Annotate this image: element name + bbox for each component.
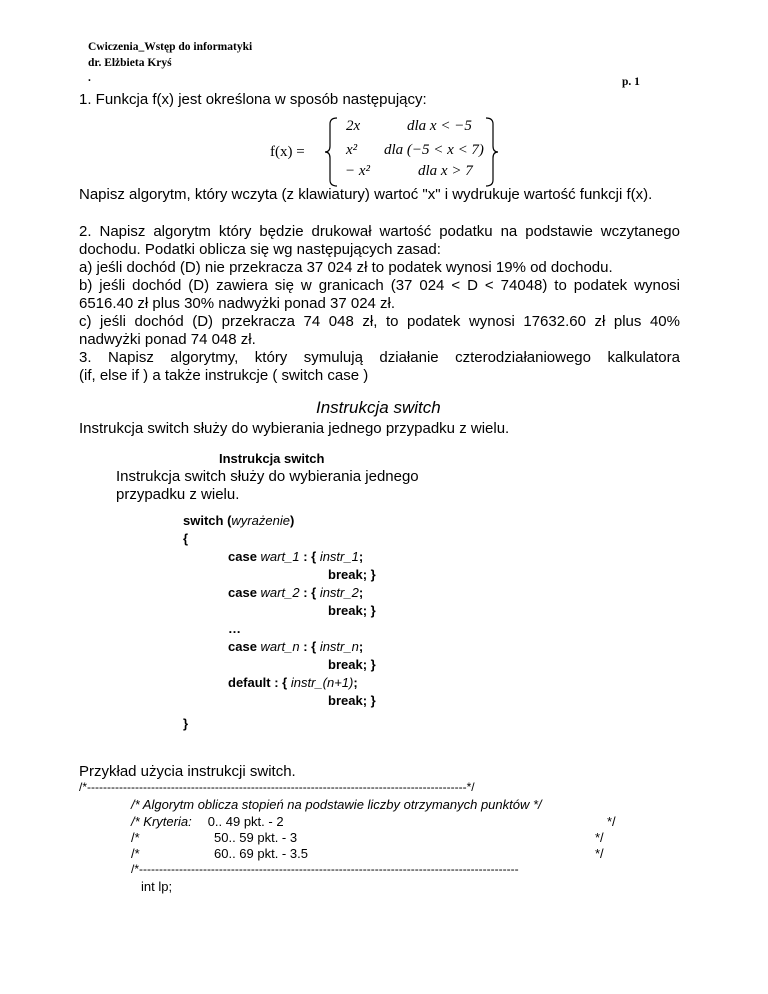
default-semicolon: ; [353,675,358,690]
example-comment-4-text: 60.. 69 pkt. - 3.5 [214,846,308,861]
formula-row-2-cond: dla (−5 < x < 7) [384,142,484,158]
syntax-ellipsis: … [228,621,241,636]
box-description-1: Instrukcja switch służy do wybierania jednego [116,468,419,485]
case-1-semicolon: ; [358,549,364,564]
task2-line-1: 2. Napisz algorytm który będzie drukował wartość podatku na podstawie wczytanego [79,223,680,240]
example-comment-4-end: */ [595,846,604,861]
case-keyword: case [228,639,257,654]
example-rule-bottom: /*----------------------------------------------------------------------------------------------- [131,862,519,876]
section-title: Instrukcja switch [316,398,441,417]
example-comment-3-prefix: /* [131,830,140,845]
box-description-2: przypadku z wielu. [116,486,240,503]
syntax-break-n: break; } [328,657,376,672]
case-keyword: case [228,585,257,600]
syntax-switch-line [183,512,294,530]
author-name: dr. Elżbieta Kryś [88,57,172,69]
case-1-colon: : { [299,549,320,564]
task2-line-4: b) jeśli dochód (D) zawiera się w granicach (37 024 < D < 74048) to podatek wynosi [79,277,680,294]
task2-line-5: 6516.40 zł plus 30% nadwyżki ponad 37 024 zł. [79,295,396,312]
header-dot: . [88,72,91,84]
formula-row-1-cond: dla x < −5 [407,118,472,134]
comment-2-prefix: /* Kryteria: [131,814,192,829]
example-comment-2-end: */ [607,814,616,829]
course-title: Cwiczenia_Wstęp do informatyki [88,41,253,53]
formula-row-3-expr: − x² [345,163,371,179]
task2-line-3: a) jeśli dochód (D) nie przekracza 37 024 zł to podatek wynosi 19% od dochodu. [79,259,613,276]
example-comment-4-prefix: /* [131,846,140,861]
case-n-semicolon: ; [358,639,364,654]
case-2-instr: instr_2 [319,585,359,600]
formula-row-1-expr: 2x [346,118,361,134]
example-comment-3-end: */ [595,830,604,845]
case-2-value: wart_2 [260,585,300,600]
task3-line-1: 3. Napisz algorytmy, który symulują działanie czterodziałaniowego kalkulatora [79,349,680,366]
example-rule-top: /*-----------------------------------------------------------------------------------------------*/ [79,780,475,794]
default-instr: instr_(n+1) [290,675,354,690]
example-title: Przykład użycia instrukcji switch. [79,763,296,780]
example-comment-3-text: 50.. 59 pkt. - 3 [214,830,298,845]
task1-instruction: Napisz algorytm, który wczyta (z klawiatury) wartoć "x" i wydrukuje wartość funkcji f(x). [79,186,653,203]
syntax-case-2 [228,584,363,602]
case-n-value: wart_n [260,639,300,654]
task1-title: 1. Funkcja f(x) jest określona w sposób następujący: [79,91,427,108]
syntax-default [228,674,358,692]
task2-line-6: c) jeśli dochód (D) przekracza 74 048 zł, to podatek wynosi 17632.60 zł plus 40% [79,313,680,330]
default-colon: : { [270,675,291,690]
syntax-open-brace: { [183,531,189,546]
syntax-break-2: break; } [328,603,376,618]
box-title: Instrukcja switch [219,451,325,466]
formula-row-2-expr: x² [346,142,358,158]
syntax-break-1: break; } [328,567,376,582]
case-2-colon: : { [299,585,320,600]
switch-keyword: switch [183,513,224,528]
case-n-colon: : { [299,639,320,654]
task2-line-2: dochodu. Podatki oblicza się wg następujących zasad: [79,241,441,258]
syntax-expression: wyrażenie [231,513,290,528]
example-comment-2 [131,814,284,829]
syntax-close-brace: } [183,716,189,731]
left-brace [323,116,343,188]
case-keyword: case [228,549,257,564]
example-code-line: int lp; [141,879,173,894]
case-1-value: wart_1 [260,549,300,564]
default-keyword: default [228,675,271,690]
task2-line-7: nadwyżki ponad 74 048 zł. [79,331,256,348]
case-1-instr: instr_1 [319,549,359,564]
formula-row-3-cond: dla x > 7 [418,163,473,179]
case-n-instr: instr_n [319,639,359,654]
example-comment-1: /* Algorytm oblicza stopień na podstawie liczby otrzymanych punktów */ [131,797,542,812]
page-number: p. 1 [622,76,640,88]
right-brace [480,116,500,188]
syntax-case-n [228,638,363,656]
syntax-paren-close: ) [289,513,295,528]
syntax-case-1 [228,548,363,566]
syntax-paren-open: ( [223,513,232,528]
task3-line-2: (if, else if ) a także instrukcje ( switch case ) [79,367,369,384]
formula-lhs: f(x) = [270,144,305,160]
case-2-semicolon: ; [358,585,364,600]
syntax-break-default: break; } [328,693,376,708]
comment-2-text: 0.. 49 pkt. - 2 [207,814,284,829]
section-description: Instrukcja switch służy do wybierania jednego przypadku z wielu. [79,420,510,437]
